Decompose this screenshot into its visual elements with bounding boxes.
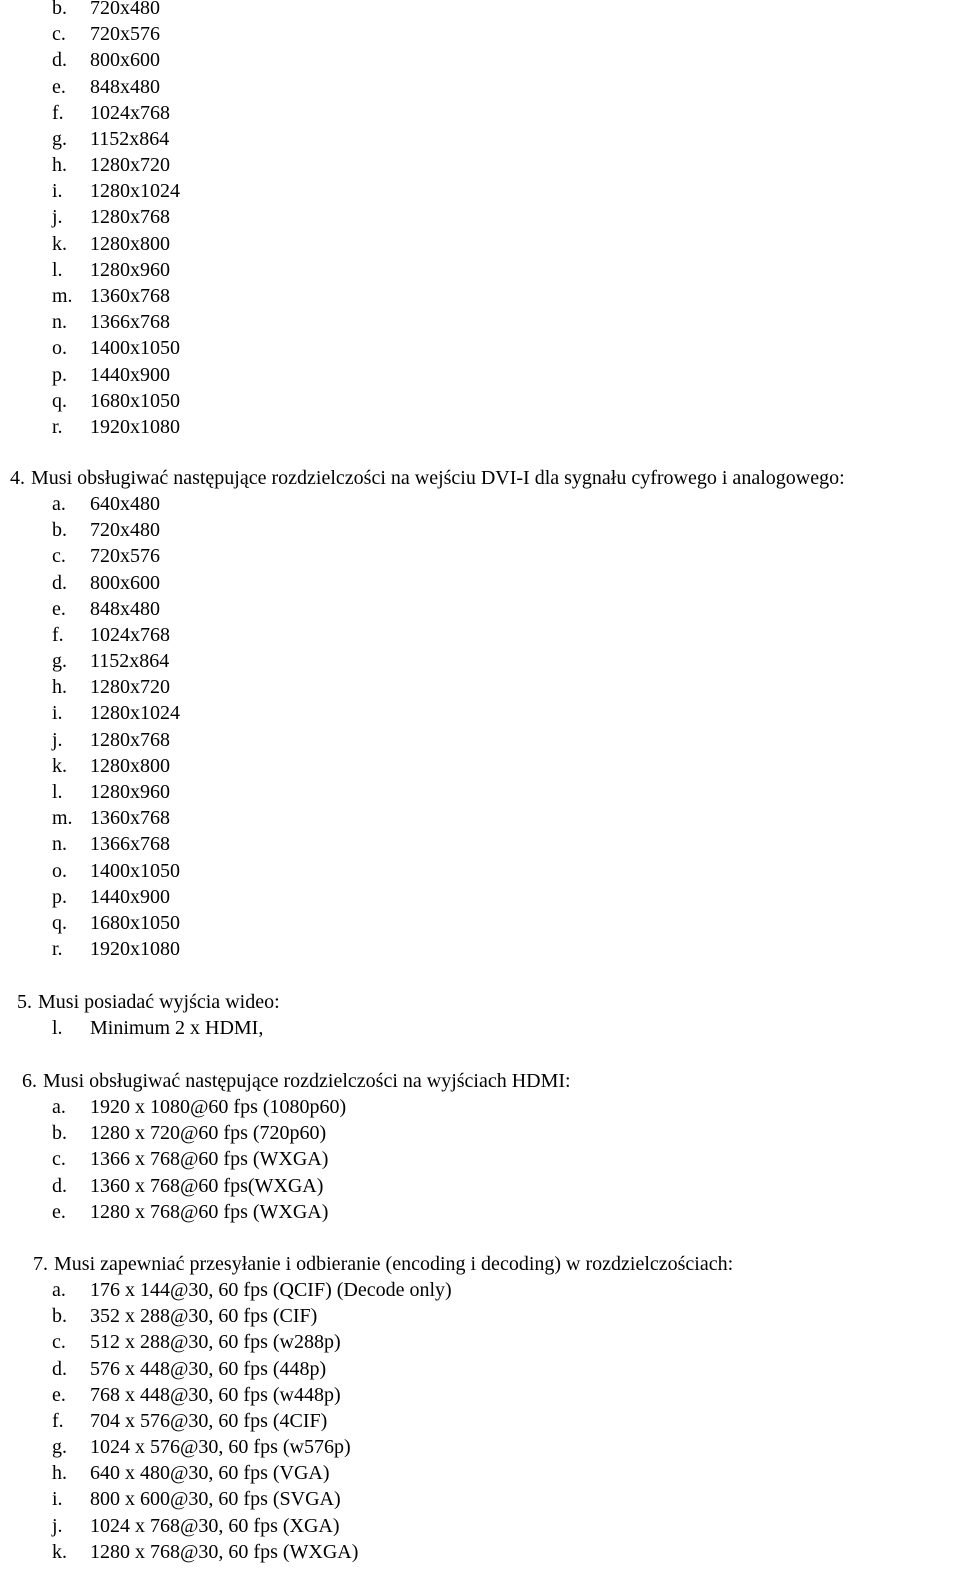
list-item-text: Minimum 2 x HDMI, bbox=[90, 1017, 264, 1039]
list-item-marker: d. bbox=[52, 49, 67, 72]
list-item-marker: k. bbox=[52, 754, 67, 777]
list-item-text: 720x576 bbox=[90, 545, 160, 568]
list-item-marker: l. bbox=[52, 1017, 63, 1039]
list-item-marker: k. bbox=[52, 1540, 67, 1563]
list-item-marker: q. bbox=[52, 911, 67, 934]
list-item-marker: e. bbox=[52, 1383, 66, 1406]
list-item-text: 1280 x 720@60 fps (720p60) bbox=[90, 1122, 327, 1145]
list-item-marker: f. bbox=[52, 1409, 64, 1432]
section-4-title: Musi obsługiwać następujące rozdzielczości na wejściu DVI-I dla sygnału cyfrowego i analogowego: bbox=[31, 467, 845, 489]
list-item-marker: n. bbox=[52, 833, 67, 856]
list-item-text: 1360 x 768@60 fps(WXGA) bbox=[90, 1174, 324, 1197]
list-item-text: 1920 x 1080@60 fps (1080p60) bbox=[90, 1096, 347, 1118]
list-item-marker: g. bbox=[52, 1436, 67, 1459]
list-item-text: 1280x960 bbox=[90, 258, 170, 281]
list-item-text: 1280x960 bbox=[90, 780, 170, 803]
list-item-marker: r. bbox=[52, 415, 63, 438]
list-item-marker: j. bbox=[52, 206, 63, 229]
list-item-marker: r. bbox=[52, 938, 63, 961]
list-item-marker: d. bbox=[52, 1357, 67, 1380]
list-item-text: 1152x864 bbox=[90, 127, 170, 150]
list-item-text: 1680x1050 bbox=[90, 911, 180, 934]
list-item-text: 1366x768 bbox=[90, 833, 170, 856]
list-item-marker: d. bbox=[52, 571, 67, 594]
list-item-marker: h. bbox=[52, 1462, 67, 1485]
list-item-text: 640x480 bbox=[90, 493, 160, 515]
list-item-marker: o. bbox=[52, 859, 67, 882]
list-item-marker: l. bbox=[52, 258, 63, 281]
list-item-marker: q. bbox=[52, 389, 67, 412]
list-item-text: 1024x768 bbox=[90, 623, 170, 646]
list-item-text: 1400x1050 bbox=[90, 859, 180, 882]
list-item-marker: p. bbox=[52, 885, 67, 908]
list-item-marker: c. bbox=[52, 1148, 66, 1171]
list-item-marker: h. bbox=[52, 154, 67, 177]
list-item-text: 1152x864 bbox=[90, 650, 170, 673]
list-item-marker: p. bbox=[52, 363, 67, 386]
list-item-marker: b. bbox=[52, 519, 67, 542]
list-item-marker: i. bbox=[52, 180, 63, 203]
list-item-text: 1360x768 bbox=[90, 284, 170, 307]
section-5-number: 5. bbox=[17, 991, 32, 1013]
list-item-text: 576 x 448@30, 60 fps (448p) bbox=[90, 1357, 327, 1380]
list-item-text: 1280x768 bbox=[90, 206, 170, 229]
list-item-text: 352 x 288@30, 60 fps (CIF) bbox=[90, 1305, 318, 1328]
list-item-text: 1024x768 bbox=[90, 101, 170, 124]
list-item-marker: b. bbox=[52, 0, 67, 19]
list-item-marker: j. bbox=[52, 728, 63, 751]
list-item-text: 1440x900 bbox=[90, 885, 170, 908]
section-6-title: Musi obsługiwać następujące rozdzielczości na wyjściach HDMI: bbox=[43, 1070, 571, 1092]
list-item-text: 1400x1050 bbox=[90, 337, 180, 360]
list-item-text: 1366 x 768@60 fps (WXGA) bbox=[90, 1148, 329, 1171]
list-item-text: 800x600 bbox=[90, 571, 160, 594]
list-item-text: 1280x768 bbox=[90, 728, 170, 751]
list-item-text: 1280x1024 bbox=[90, 180, 180, 203]
list-item-text: 1280x800 bbox=[90, 754, 170, 777]
list-item-text: 1366x768 bbox=[90, 311, 170, 334]
list-item-text: 1440x900 bbox=[90, 363, 170, 386]
list-item-marker: l. bbox=[52, 780, 63, 803]
list-item-marker: o. bbox=[52, 337, 67, 360]
list-item-text: 1680x1050 bbox=[90, 389, 180, 412]
list-item-marker: b. bbox=[52, 1122, 67, 1145]
list-item-text: 176 x 144@30, 60 fps (QCIF) (Decode only) bbox=[90, 1279, 452, 1301]
list-item-marker: c. bbox=[52, 545, 66, 568]
list-item-text: 768 x 448@30, 60 fps (w448p) bbox=[90, 1383, 341, 1406]
list-item-text: 1360x768 bbox=[90, 807, 170, 830]
list-item-text: 720x480 bbox=[90, 0, 160, 19]
list-item-text: 1920x1080 bbox=[90, 938, 180, 961]
section-6-number: 6. bbox=[22, 1070, 37, 1092]
list-item-marker: k. bbox=[52, 232, 67, 255]
section-7-number: 7. bbox=[33, 1253, 48, 1275]
list-item-text: 720x576 bbox=[90, 23, 160, 46]
list-item-marker: f. bbox=[52, 623, 64, 646]
list-item-text: 848x480 bbox=[90, 597, 160, 620]
list-item-text: 800x600 bbox=[90, 49, 160, 72]
list-item-marker: e. bbox=[52, 1200, 66, 1223]
list-item-marker: m. bbox=[52, 284, 73, 307]
list-item-text: 1280 x 768@30, 60 fps (WXGA) bbox=[90, 1540, 359, 1563]
list-item-text: 720x480 bbox=[90, 519, 160, 542]
section-5-title: Musi posiadać wyjścia wideo: bbox=[38, 991, 280, 1013]
list-item-marker: a. bbox=[52, 1096, 66, 1118]
list-item-text: 512 x 288@30, 60 fps (w288p) bbox=[90, 1331, 341, 1354]
list-item-marker: n. bbox=[52, 311, 67, 334]
section-7-title: Musi zapewniać przesyłanie i odbieranie (encoding i decoding) w rozdzielczościach: bbox=[54, 1253, 734, 1275]
list-item-marker: h. bbox=[52, 676, 67, 699]
list-item-marker: e. bbox=[52, 597, 66, 620]
list-item-marker: g. bbox=[52, 127, 67, 150]
list-item-marker: g. bbox=[52, 650, 67, 673]
list-item-text: 1024 x 768@30, 60 fps (XGA) bbox=[90, 1514, 340, 1537]
list-item-text: 800 x 600@30, 60 fps (SVGA) bbox=[90, 1488, 341, 1511]
list-item-marker: m. bbox=[52, 807, 73, 830]
list-item-marker: e. bbox=[52, 75, 66, 98]
list-item-marker: i. bbox=[52, 1488, 63, 1511]
list-item-marker: f. bbox=[52, 101, 64, 124]
list-item-text: 1280x720 bbox=[90, 154, 170, 177]
section-4-number: 4. bbox=[10, 467, 25, 489]
list-item-marker: a. bbox=[52, 1279, 66, 1301]
list-item-marker: c. bbox=[52, 1331, 66, 1354]
list-item-text: 704 x 576@30, 60 fps (4CIF) bbox=[90, 1409, 328, 1432]
list-item-text: 848x480 bbox=[90, 75, 160, 98]
list-item-marker: j. bbox=[52, 1514, 63, 1537]
list-item-text: 1280 x 768@60 fps (WXGA) bbox=[90, 1200, 329, 1223]
list-item-text: 1280x720 bbox=[90, 676, 170, 699]
list-item-text: 1280x1024 bbox=[90, 702, 180, 725]
list-item-marker: i. bbox=[52, 702, 63, 725]
list-item-text: 1024 x 576@30, 60 fps (w576p) bbox=[90, 1436, 351, 1459]
list-item-marker: d. bbox=[52, 1174, 67, 1197]
list-item-marker: c. bbox=[52, 23, 66, 46]
list-item-text: 1920x1080 bbox=[90, 415, 180, 438]
list-item-marker: b. bbox=[52, 1305, 67, 1328]
list-item-marker: a. bbox=[52, 493, 66, 515]
list-item-text: 1280x800 bbox=[90, 232, 170, 255]
list-item-text: 640 x 480@30, 60 fps (VGA) bbox=[90, 1462, 330, 1485]
